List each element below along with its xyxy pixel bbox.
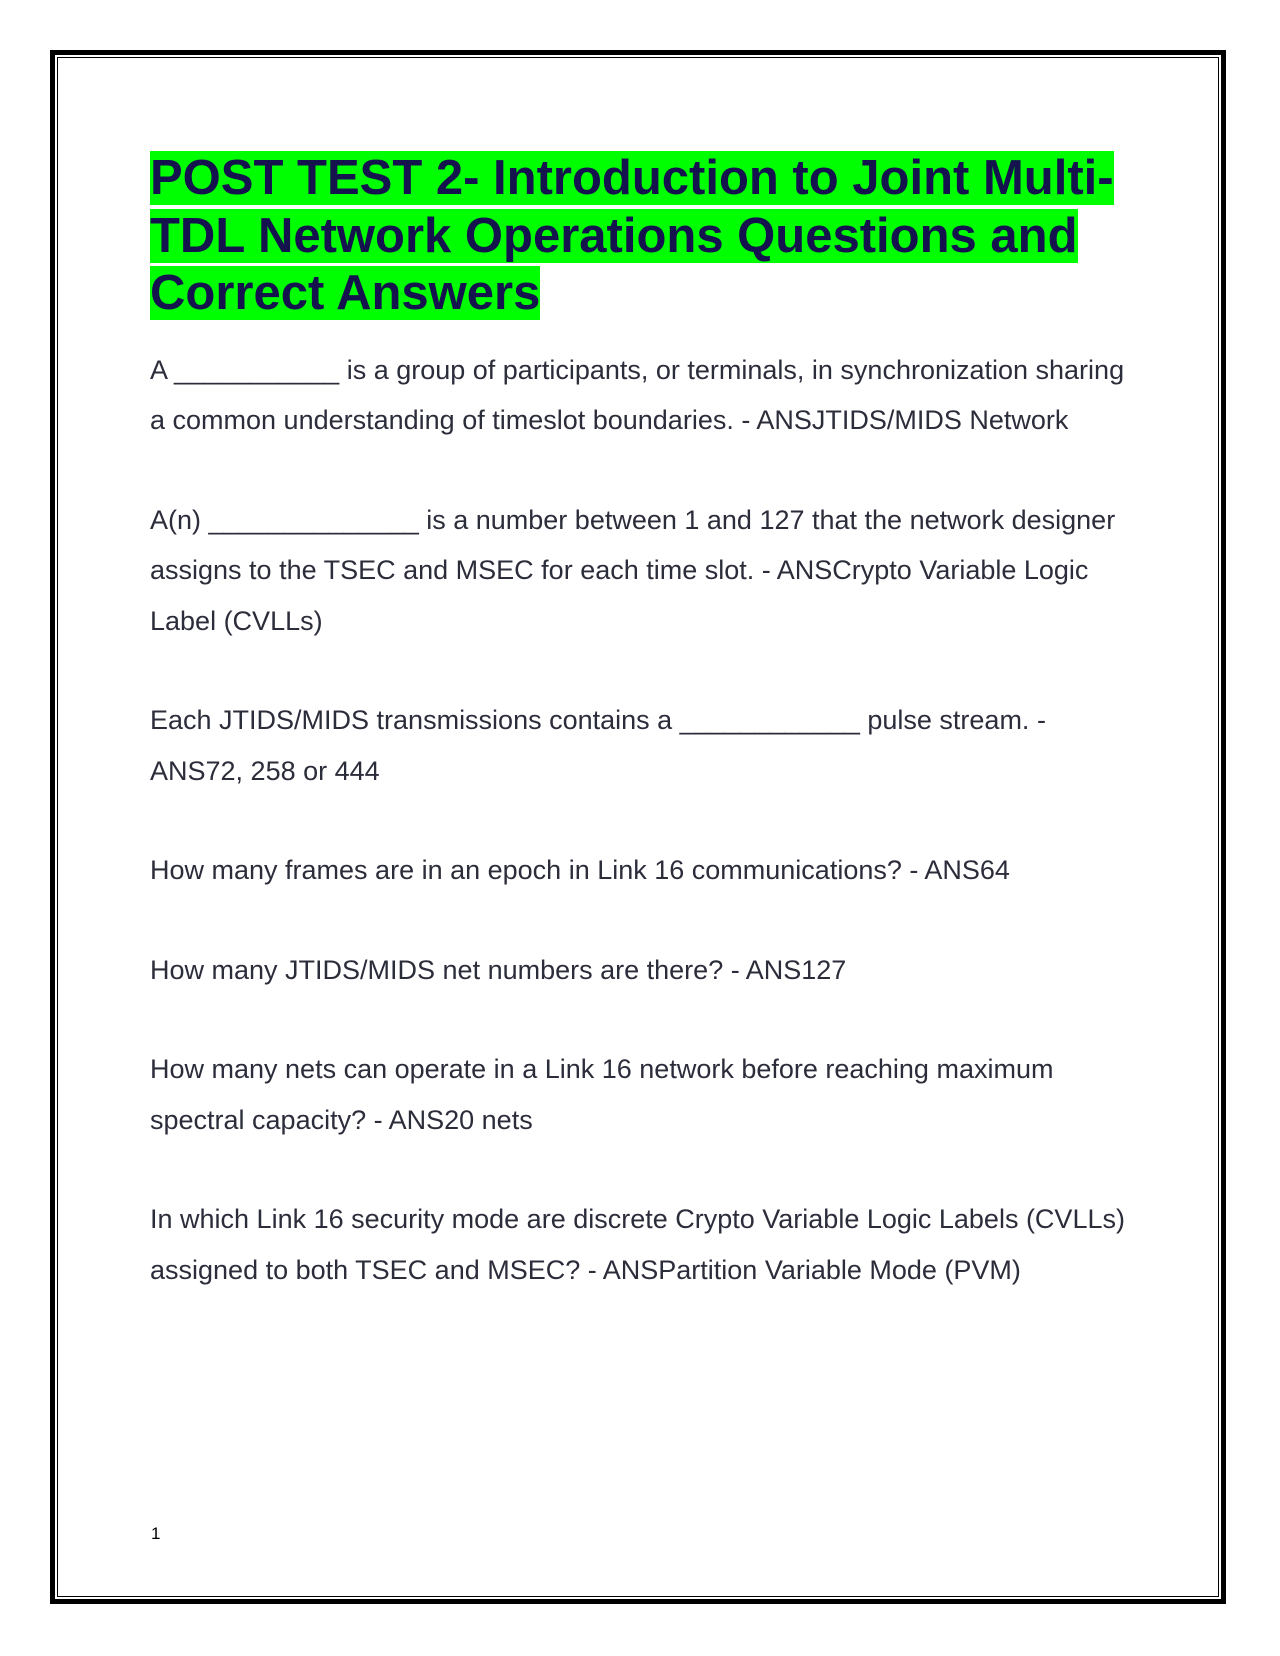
qa-item: How many JTIDS/MIDS net numbers are there? - ANS127	[150, 954, 847, 985]
qa-item: A ___________ is a group of participants, or terminals, in synchronization sharing a common understanding of timeslot boundaries. - ANSJTIDS/MIDS Network	[150, 354, 1125, 435]
qa-list	[150, 345, 1135, 1296]
qa-item: How many nets can operate in a Link 16 network before reaching maximum spectral capacity? - ANS20 nets	[150, 1054, 1054, 1135]
qa-item: How many frames are in an epoch in Link 16 communications? - ANS64	[150, 855, 1010, 885]
document-title-text: POST TEST 2- Introduction to Joint Multi-TDL Network Operations Questions and Correct Answers	[150, 151, 1114, 320]
qa-item: Each JTIDS/MIDS transmissions contains a ____________ pulse stream. - ANS72, 258 or 444	[150, 705, 1046, 786]
document-body	[150, 150, 1135, 1344]
qa-item: A(n) ______________ is a number between 1 and 127 that the network designer assigns to the TSEC and MSEC for each time slot. - ANSCrypto Variable Logic Label (CVLLs)	[150, 504, 1116, 636]
qa-item: In which Link 16 security mode are discrete Crypto Variable Logic Labels (CVLLs) assigned to both TSEC and MSEC? - ANSPartition Variable Mode (PVM)	[150, 1204, 1125, 1285]
document-title	[150, 150, 1135, 323]
page-number: 1	[151, 1524, 161, 1543]
